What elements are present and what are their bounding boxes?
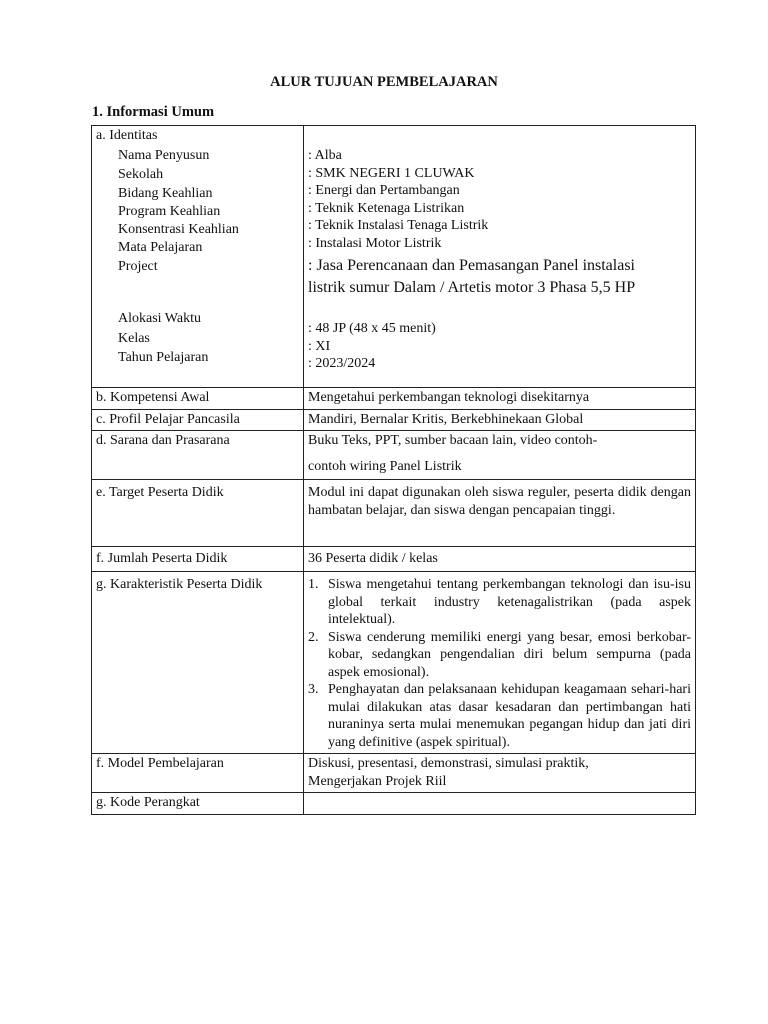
- table-row-karakteristik: [92, 572, 696, 754]
- jumlah-label: f. Jumlah Peserta Didik: [92, 547, 304, 572]
- model-value-line2: Mengerjakan Projek Riil: [308, 773, 447, 789]
- table-row-identitas: [92, 126, 696, 388]
- table-row-kode: [92, 793, 696, 815]
- sarana-value-line1: Buku Teks, PPT, sumber bacaan lain, video contoh-: [308, 433, 598, 448]
- table-row-sarana: [92, 431, 696, 480]
- label-alokasi: Alokasi Waktu: [118, 311, 201, 326]
- model-label: f. Model Pembelajaran: [92, 754, 304, 793]
- sarana-value-line2: contoh wiring Panel Listrik: [308, 458, 462, 474]
- identitas-heading: a. Identitas: [96, 128, 158, 143]
- label-tahun: Tahun Pelajaran: [118, 350, 209, 365]
- list-item-number: 2.: [308, 629, 319, 645]
- label-program: Program Keahlian: [118, 204, 221, 219]
- value-project-line2: listrik sumur Dalam / Artetis motor 3 Phasa 5,5 HP: [308, 279, 636, 296]
- sarana-label: d. Sarana dan Prasarana: [92, 431, 304, 480]
- document-title: ALUR TUJUAN PEMBELAJARAN: [270, 74, 498, 90]
- label-konsentrasi: Konsentrasi Keahlian: [118, 221, 239, 237]
- value-project-line1: : Jasa Perencanaan dan Pemasangan Panel instalasi: [308, 257, 635, 274]
- table-row-profil: [92, 409, 696, 431]
- label-sekolah: Sekolah: [118, 167, 164, 182]
- model-value-line1: Diskusi, presentasi, demonstrasi, simulasi praktik,: [308, 756, 589, 771]
- label-bidang: Bidang Keahlian: [118, 185, 213, 201]
- kompetensi-value: Mengetahui perkembangan teknologi disekitarnya: [304, 388, 696, 410]
- list-item-number: 1.: [308, 577, 319, 592]
- kode-label: g. Kode Perangkat: [92, 793, 304, 815]
- target-value: Modul ini dapat digunakan oleh siswa reguler, peserta didik dengan hambatan belajar, dan siswa dengan pencapaian tinggi.: [304, 480, 696, 547]
- jumlah-value: 36 Peserta didik / kelas: [304, 547, 696, 572]
- table-row-jumlah: [92, 547, 696, 572]
- value-bidang: : Energi dan Pertambangan: [308, 183, 460, 198]
- label-project: Project: [118, 258, 158, 274]
- sarana-value: [304, 431, 696, 480]
- table-row-target: [92, 480, 696, 547]
- value-kelas: : XI: [308, 338, 331, 354]
- model-value: [304, 754, 696, 793]
- value-mapel: : Instalasi Motor Listrik: [308, 235, 442, 251]
- value-tahun: : 2023/2024: [308, 356, 376, 371]
- identitas-labels: [92, 126, 304, 388]
- value-program: : Teknik Ketenaga Listrikan: [308, 200, 465, 216]
- value-sekolah: : SMK NEGERI 1 CLUWAK: [308, 165, 475, 181]
- value-nama-penyusun: : Alba: [308, 148, 342, 163]
- list-item: [308, 681, 691, 751]
- karakteristik-label: g. Karakteristik Peserta Didik: [92, 572, 304, 754]
- list-item-text: Siswa cenderung memiliki energi yang besar, emosi berkobar-kobar, sedangkan pengendalian diri belum sempurna (pada aspek emosional).: [328, 629, 691, 680]
- kompetensi-label: b. Kompetensi Awal: [92, 388, 304, 410]
- list-item: [308, 576, 691, 629]
- table-row-model: [92, 754, 696, 793]
- profil-label: c. Profil Pelajar Pancasila: [92, 409, 304, 431]
- label-kelas: Kelas: [118, 330, 150, 346]
- karakteristik-list: [308, 576, 691, 751]
- target-label: e. Target Peserta Didik: [92, 480, 304, 547]
- kode-value: [304, 793, 696, 815]
- karakteristik-value: [304, 572, 696, 754]
- label-mapel: Mata Pelajaran: [118, 240, 203, 255]
- label-nama-penyusun: Nama Penyusun: [118, 147, 210, 163]
- list-item: [308, 629, 691, 682]
- table-row-kompetensi: [92, 388, 696, 410]
- section-heading: 1. Informasi Umum: [92, 104, 215, 120]
- info-table: [91, 125, 696, 815]
- profil-value: Mandiri, Bernalar Kritis, Berkebhinekaan Global: [304, 409, 696, 431]
- list-item-number: 3.: [308, 682, 319, 697]
- identitas-values: [304, 126, 696, 388]
- value-konsentrasi: : Teknik Instalasi Tenaga Listrik: [308, 218, 489, 233]
- list-item-text: Penghayatan dan pelaksanaan kehidupan keagamaan sehari-hari mulai dilakukan atas dasar kesadaran dan pertimbangan hati nuraninya serta mulai menemukan pegangan hidup dan jati diri yang definitive (aspek spiritual).: [328, 682, 691, 750]
- list-item-text: Siswa mengetahui tentang perkembangan teknologi dan isu-isu global terkait industry ketenagalistrikan (pada aspek intelektual).: [328, 577, 691, 627]
- value-alokasi: : 48 JP (48 x 45 menit): [308, 321, 436, 336]
